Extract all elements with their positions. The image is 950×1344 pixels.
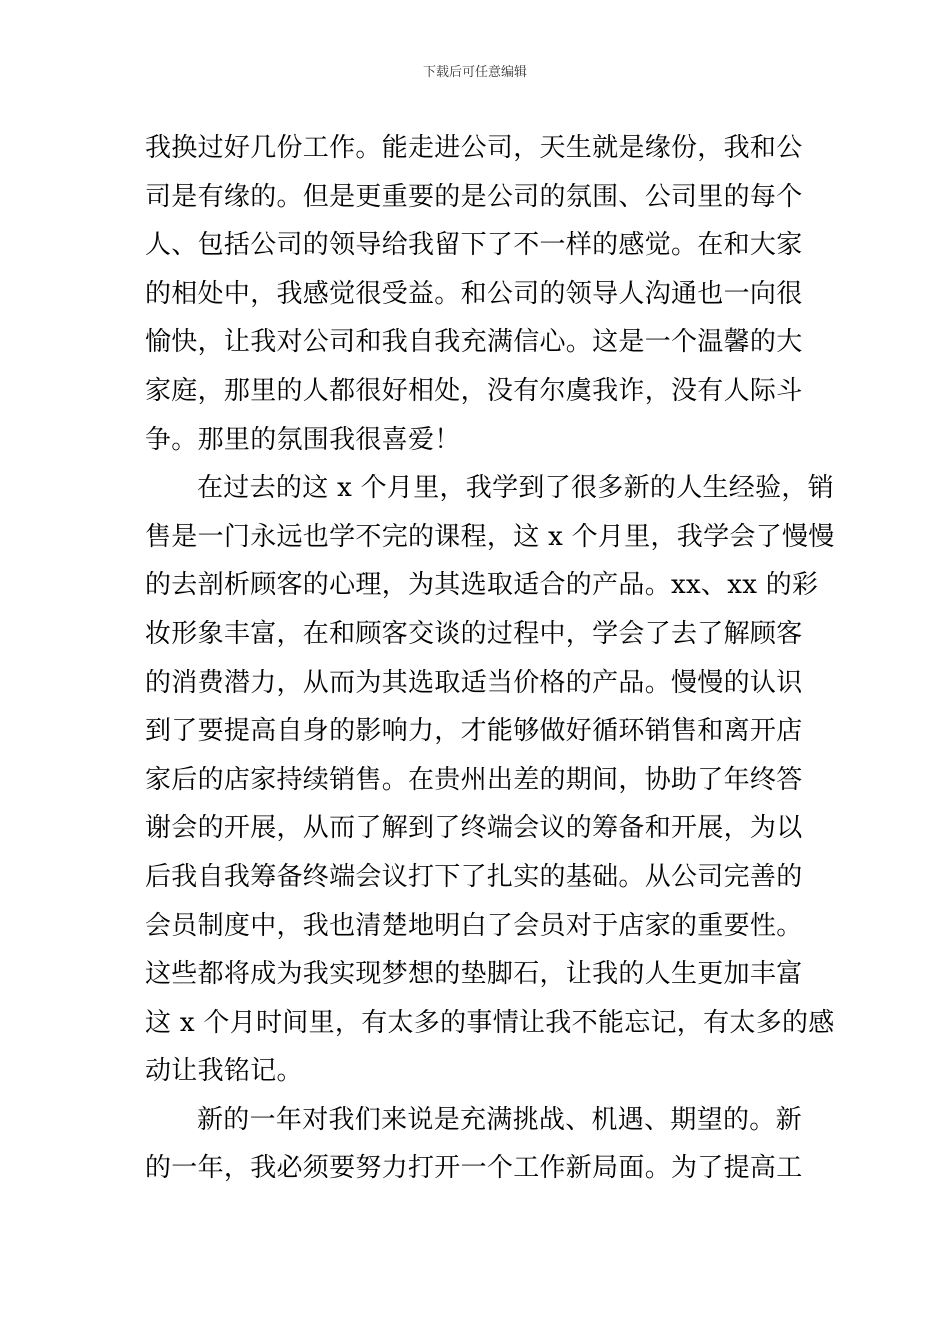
text-line: 我换过好几份工作。能走进公司，天生就是缘份，我和公	[145, 133, 803, 163]
text-line: 的消费潜力，从而为其选取适当价格的产品。慢慢的认识	[145, 667, 803, 698]
text-line: 司是有缘的。但是更重要的是公司的氛围、公司里的每个	[145, 181, 803, 212]
text-line-first: 在过去的这 x 个月里，我学到了很多新的人生经验，销	[197, 473, 834, 504]
text-line: 谢会的开展，从而了解到了终端会议的筹备和开展，为以	[145, 813, 803, 844]
text-line: 售是一门永远也学不完的课程，这 x 个月里，我学会了慢慢	[145, 521, 835, 552]
text-line: 后我自我筹备终端会议打下了扎实的基础。从公司完善的	[145, 861, 803, 892]
text-line: 到了要提高自身的影响力，才能够做好循环销售和离开店	[145, 716, 803, 747]
text-line-first: 新的一年对我们来说是充满挑战、机遇、期望的。新	[197, 1104, 802, 1135]
text-line: 这些都将成为我实现梦想的垫脚石，让我的人生更加丰富	[145, 959, 803, 990]
text-line: 争。那里的氛围我很喜爱！	[145, 424, 461, 455]
text-line: 会员制度中，我也清楚地明白了会员对于店家的重要性。	[145, 910, 803, 941]
text-line: 家后的店家持续销售。在贵州出差的期间，协助了年终答	[145, 764, 803, 795]
text-line: 动让我铭记。	[145, 1056, 303, 1087]
text-line: 的相处中，我感觉很受益。和公司的领导人沟通也一向很	[145, 278, 803, 309]
page-header: 下载后可任意编辑	[422, 65, 527, 80]
paragraph-2	[145, 464, 835, 1096]
text-line: 妆形象丰富，在和顾客交谈的过程中，学会了去了解顾客	[145, 618, 803, 649]
text-line: 的去剖析顾客的心理，为其选取适合的产品。xx、xx 的彩	[145, 570, 819, 601]
text-line: 这 x 个月时间里，有太多的事情让我不能忘记，有太多的感	[145, 1007, 835, 1038]
document-body	[145, 124, 835, 1193]
paragraph-3	[145, 1096, 807, 1193]
text-line: 的一年，我必须要努力打开一个工作新局面。为了提高工	[145, 1153, 803, 1184]
text-line: 人、包括公司的领导给我留下了不一样的感觉。在和大家	[145, 230, 803, 261]
text-line: 愉快，让我对公司和我自我充满信心。这是一个温馨的大	[145, 327, 803, 358]
paragraph-1	[145, 124, 807, 464]
text-line: 家庭，那里的人都很好相处，没有尔虞我诈，没有人际斗	[145, 375, 803, 406]
